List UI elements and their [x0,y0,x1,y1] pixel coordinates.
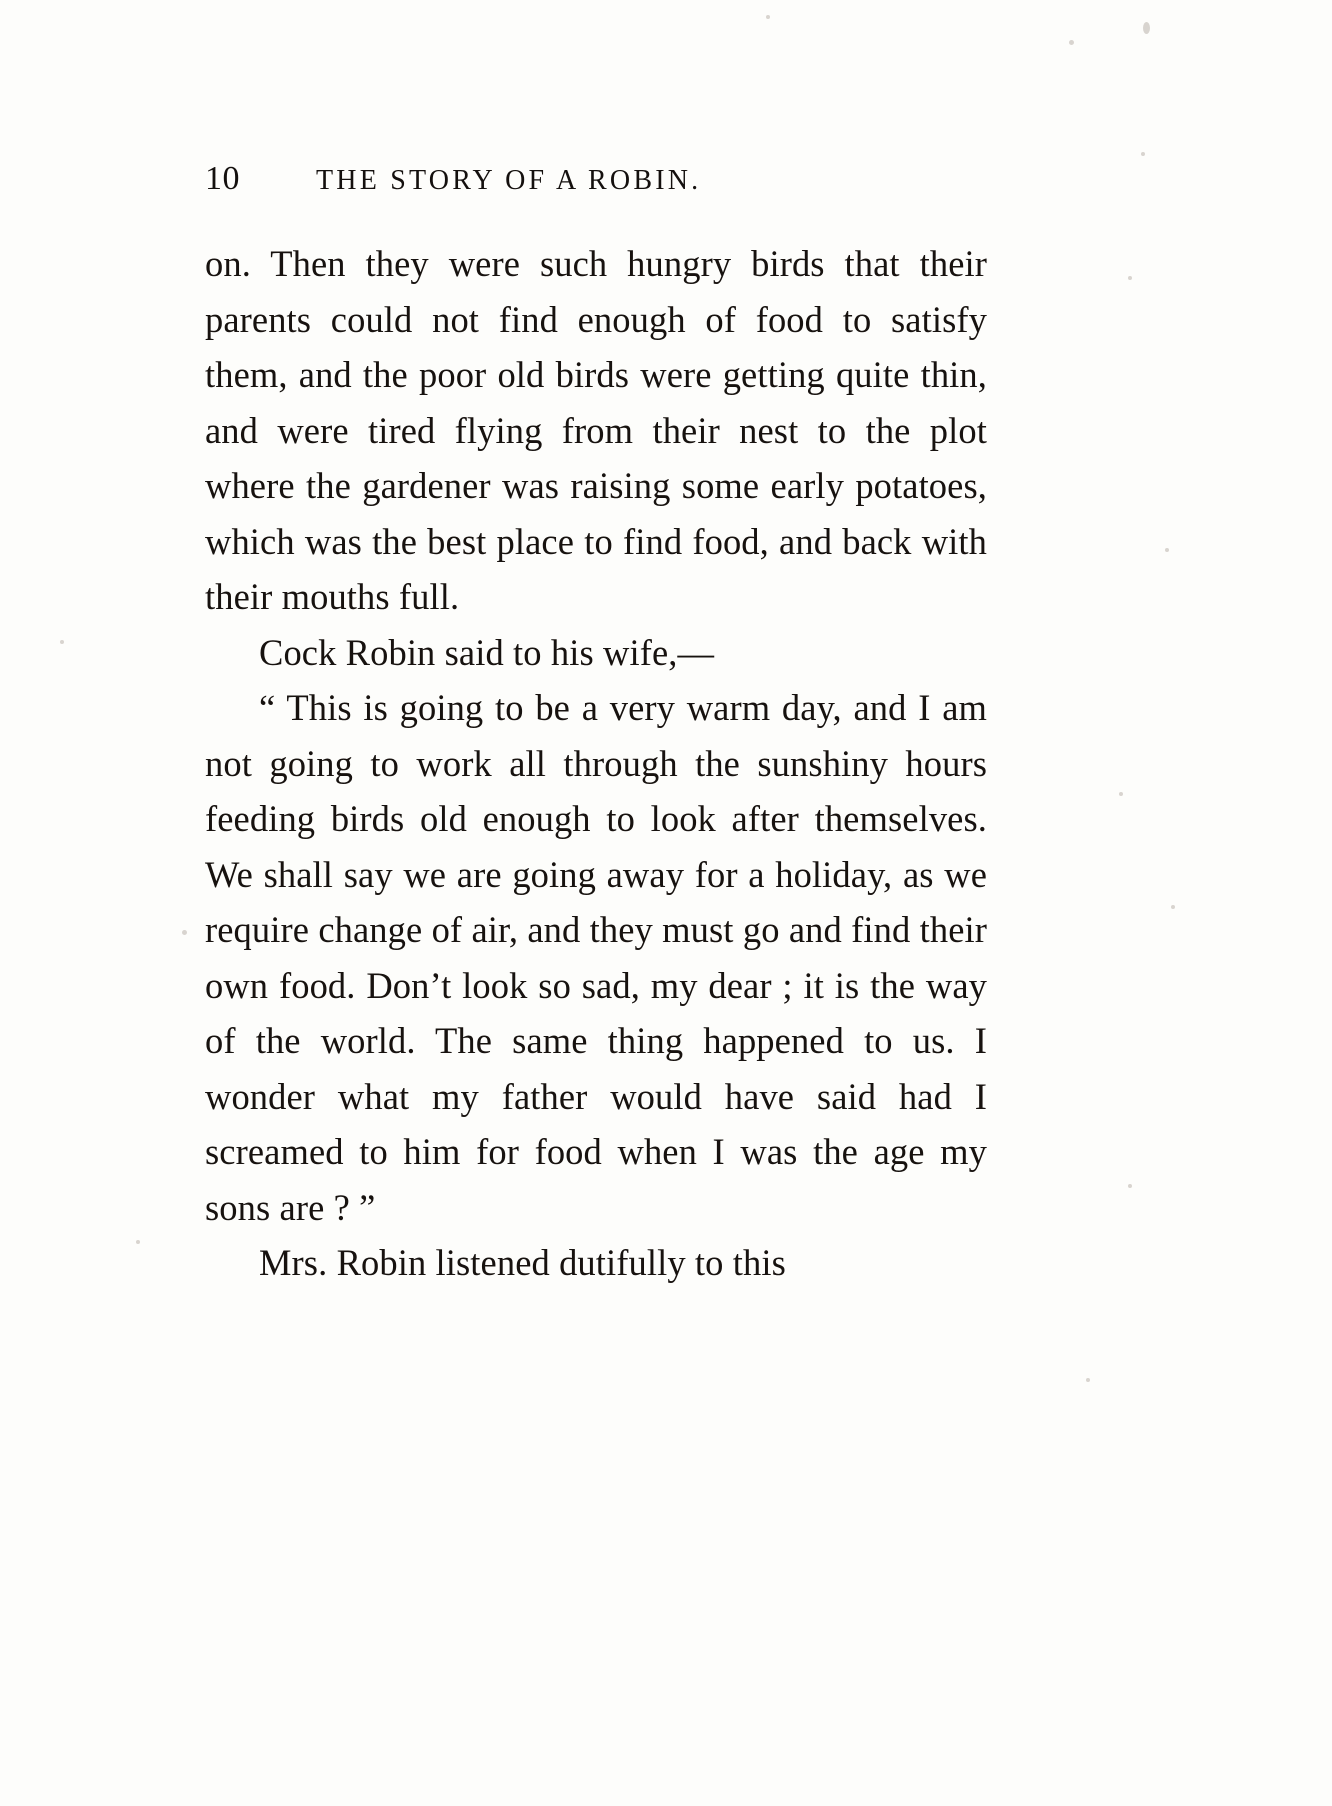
paragraph: on. Then they were such hungry birds that their parents could not find enough of food to satisfy them, and the poor old birds were getting quite thin, and were tired flying from their nest to the plot where the gardener was raising some early potatoes, which was the best place to find food, and back with their mouths full. [205,243,987,617]
paper-speck [60,640,64,644]
paper-speck [182,930,187,935]
page-number: 10 [205,160,240,197]
paper-speck [136,1240,140,1244]
paragraph: Cock Robin said to his wife,— [259,631,715,673]
page-header [205,160,995,204]
paper-speck [1128,276,1132,280]
page-body [205,236,987,1291]
paper-speck [1119,792,1123,796]
paper-speck [1165,548,1169,552]
paper-speck [1141,152,1145,156]
paragraph: Mrs. Robin listened dutifully to this [259,1242,786,1283]
running-title: THE STORY OF A ROBIN. [316,165,702,196]
paper-speck [1171,905,1175,909]
paper-speck [766,15,770,19]
paper-speck [1143,22,1150,34]
paper-speck [1069,40,1074,45]
paper-speck [1128,1184,1132,1188]
paper-speck [1086,1378,1090,1382]
paragraph: “ This is going to be a very warm day, and I am not going to work all through the sunshiny hours feeding birds old enough to look after themselves. We shall say we are going away for a holiday, as we require change of air, and they must go and find their own food. Don’t look so sad, my dear ; it is the way of the world. The same thing happened to us. I wonder what my father would have said had I screamed to him for food when I was the age my sons are ? ” [205,687,987,1228]
